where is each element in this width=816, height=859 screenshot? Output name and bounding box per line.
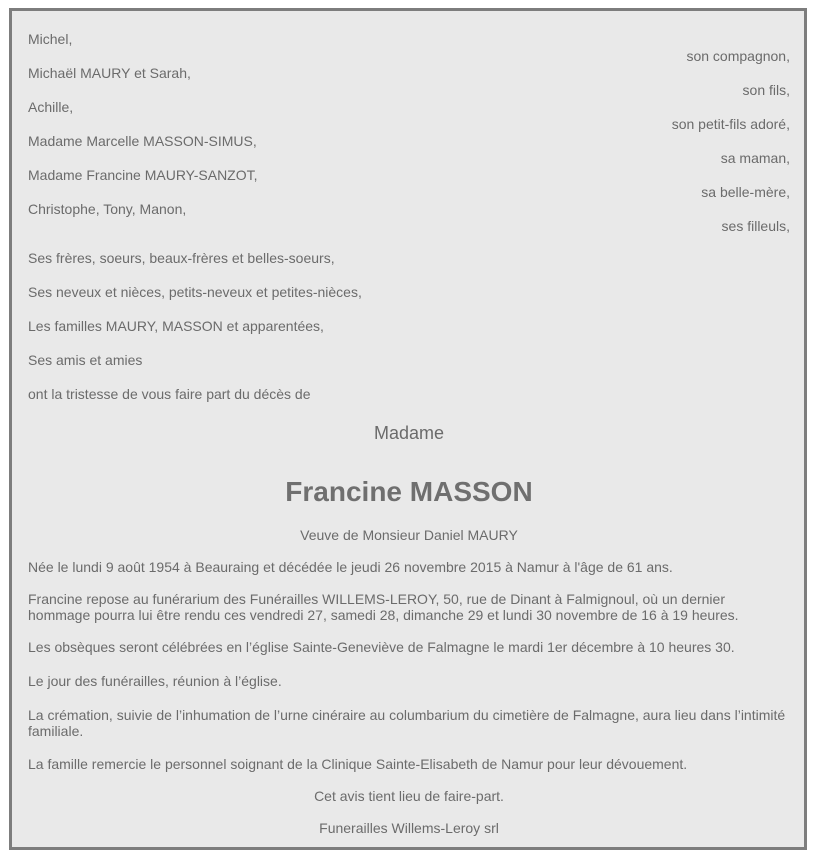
cremation-paragraph: La crémation, suivie de l’inhumation de l’urne cinéraire au columbarium du cimetière de Falmagne, aura lieu dans l’intimité familiale. xyxy=(28,707,786,739)
thanks-paragraph: La famille remercie le personnel soignant de la Clinique Sainte-Elisabeth de Namur pour leur dévouement. xyxy=(28,756,688,772)
funerarium-paragraph: Francine repose au funérarium des Funérailles WILLEMS-LEROY, 50, rue de Dinant à Falmignoul, où un dernier hommage pourra lui être rendu ces vendredi 27, samedi 28, dimanche 29 et lundi 30 novembre de 16 à 19 heures. xyxy=(28,591,739,623)
deceased-name: Francine MASSON xyxy=(285,476,533,507)
family-relation-6: ses filleuls, xyxy=(721,218,790,234)
family-name-6: Christophe, Tony, Manon, xyxy=(28,201,187,217)
others-line-4: Ses amis et amies xyxy=(28,352,143,368)
deceased-honorific: Madame xyxy=(373,423,445,443)
family-relation-5: sa belle-mère, xyxy=(701,184,790,200)
family-name-5: Madame Francine MAURY-SANZOT, xyxy=(28,167,258,183)
obituary-card xyxy=(9,8,807,850)
meeting-paragraph: Le jour des funérailles, réunion à l’église. xyxy=(28,673,282,689)
family-name-2: Michaël MAURY et Sarah, xyxy=(28,65,191,81)
family-relation-4: sa maman, xyxy=(720,150,790,166)
notice-line: Cet avis tient lieu de faire-part. xyxy=(314,788,504,804)
obituary-content xyxy=(28,11,790,847)
family-name-3: Achille, xyxy=(28,99,74,115)
others-line-1: Ses frères, soeurs, beaux-frères et belles-soeurs, xyxy=(28,250,335,266)
funeral-paragraph: Les obsèques seront célébrées en l’église Sainte-Geneviève de Falmagne le mardi 1er décembre à 10 heures 30. xyxy=(28,639,735,655)
family-relation-3: son petit-fils adoré, xyxy=(671,116,790,132)
family-relation-1: son compagnon, xyxy=(686,48,790,64)
family-relation-2: son fils, xyxy=(742,82,790,98)
announcement-line: ont la tristesse de vous faire part du décès de xyxy=(28,386,311,402)
birth-death-paragraph: Née le lundi 9 août 1954 à Beauraing et décédée le jeudi 26 novembre 2015 à Namur à l'âge de 61 ans. xyxy=(28,559,673,575)
family-name-1: Michel, xyxy=(28,31,73,47)
widow-of-line: Veuve de Monsieur Daniel MAURY xyxy=(300,527,518,543)
company-line: Funerailles Willems-Leroy srl xyxy=(319,820,499,836)
family-name-4: Madame Marcelle MASSON-SIMUS, xyxy=(28,133,257,149)
others-line-2: Ses neveux et nièces, petits-neveux et petites-nièces, xyxy=(28,284,362,300)
others-line-3: Les familles MAURY, MASSON et apparentées, xyxy=(28,318,324,334)
